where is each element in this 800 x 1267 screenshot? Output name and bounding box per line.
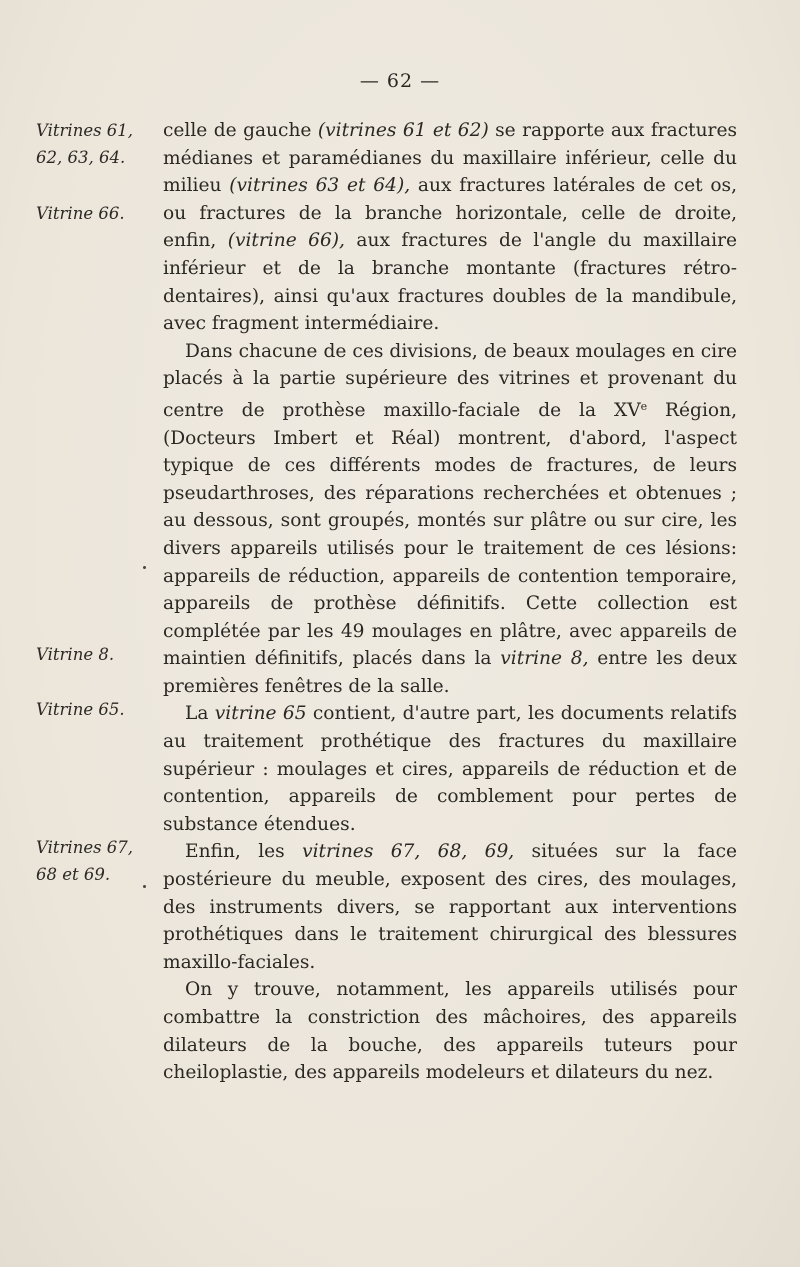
paper-speck bbox=[143, 885, 146, 888]
margin-note-vitrines-61-64: Vitrines 61, 62, 63, 64. bbox=[36, 121, 134, 168]
margin-note-vitrines-67-69: Vitrines 67, 68 et 69. bbox=[36, 838, 134, 885]
paragraph-3: La vitrine 65 contient, d'autre part, les documents relatifs au traitement prothétique des fractures du maxillaire supérieur : moulages et cires, appareils de réduction et de contention, appareils de comblement pour pertes de substance étendues. bbox=[163, 703, 738, 835]
margin-note-vitrine-8: Vitrine 8. bbox=[36, 645, 115, 664]
page-number: — 62 — bbox=[359, 70, 441, 92]
paragraph-2: Dans chacune de ces divisions, de beaux moulages en cire placés à la partie supérieure des vitrines et provenant du centre de prothèse maxillo-faciale de la XVe Région, (Docteurs Imbert et Réal) montrent, d'abord, l'aspect typique de ces différents modes de fractures, de leurs pseudarthroses, des réparations recherchées et obtenues ; au dessous, sont groupés, montés sur plâtre ou sur cire, les divers appareils utilisés pour le traitement de ces lésions: appareils de réduction, appareils de contention temporaire, appareils de prothèse définitifs. Cette collection est complétée par les 49 moulages en plâtre, avec appareils de maintien définitifs, placés dans la vitrine 8, entre les deux premières fenêtres de la salle. bbox=[163, 340, 738, 697]
paper-speck bbox=[143, 566, 146, 569]
margin-note-vitrine-65: Vitrine 65. bbox=[36, 700, 125, 719]
body-text bbox=[163, 117, 737, 1087]
paragraph-5: On y trouve, notamment, les appareils utilisés pour combattre la constriction des mâchoires, des appareils dilateurs de la bouche, des appareils tuteurs pour cheiloplastie, des appareils modeleurs et dilateurs du nez. bbox=[163, 979, 737, 1084]
margin-note-vitrine-66: Vitrine 66. bbox=[36, 204, 125, 223]
paragraph-4: Enfin, les vitrines 67, 68, 69, situées sur la face postérieure du meuble, exposent des cires, des moulages, des instruments divers, se rapportant aux interventions prothétiques dans le traitement chirurgical des blessures maxillo-faciales. bbox=[163, 841, 737, 973]
paragraph-1: celle de gauche (vitrines 61 et 62) se rapporte aux fractures médianes et paramédianes du maxillaire inférieur, celle du milieu (vitrines 63 et 64), aux fractures latérales de cet os, ou fractures de la branche horizontale, celle de droite, enfin, (vitrine 66), aux fractures de l'angle du maxillaire inférieur et de la branche montante (fractures rétro-dentaires), ainsi qu'aux fractures doubles de la mandibule, avec fragment intermédiaire. bbox=[163, 120, 737, 335]
